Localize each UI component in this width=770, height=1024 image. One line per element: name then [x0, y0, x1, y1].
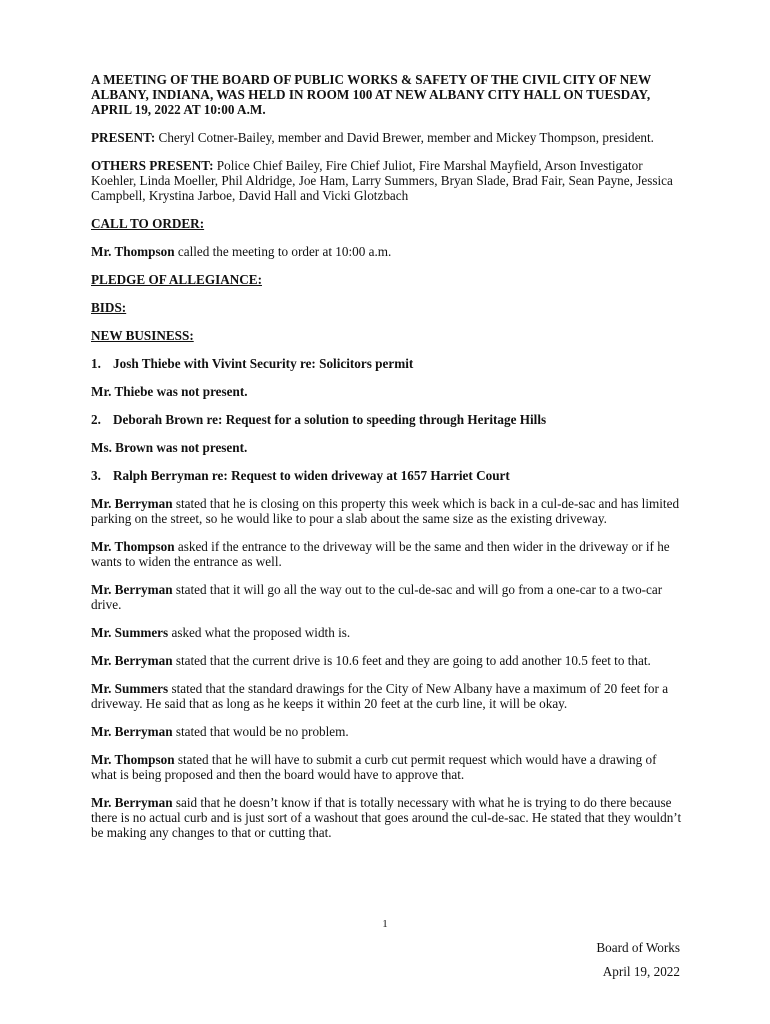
footer-board-name: Board of Works	[596, 940, 680, 955]
speaker-name: Mr. Berryman	[91, 795, 173, 810]
statement-text: stated that he will have to submit a curb cut permit request which would have a drawing of what is being proposed and then the board would have to approve that.	[91, 752, 657, 782]
present-paragraph	[91, 130, 683, 145]
speaker-name: Mr. Summers	[91, 681, 169, 696]
discussion-paragraph	[91, 582, 683, 612]
speaker-name: Mr. Thompson	[91, 752, 175, 767]
statement-text: stated that the current drive is 10.6 feet and they are going to add another 10.5 feet to that.	[172, 653, 651, 668]
footer-date: April 19, 2022	[602, 964, 680, 979]
agenda-item-text: Ralph Berryman re: Request to widen driveway at 1657 Harriet Court	[113, 468, 510, 483]
speaker-name: Mr. Summers	[91, 625, 169, 640]
statement-text: called the meeting to order at 10:00 a.m.	[174, 244, 392, 259]
discussion-paragraph	[91, 752, 683, 782]
speaker-name: Mr. Thompson	[91, 539, 175, 554]
speaker-name: Mr. Berryman	[91, 582, 173, 597]
discussion-paragraph	[91, 496, 683, 526]
others-present-text: Police Chief Bailey, Fire Chief Juliot, Fire Marshal Mayfield, Arson Investigator Koehler, Linda Moeller, Phil Aldridge, Joe Ham, Larry Summers, Bryan Slade, Brad Fair, Sean Payne, Jessica Campbell, Krystina Jarboe, David Hall and Vicki Glotzbach	[91, 158, 673, 203]
others-present-paragraph	[91, 158, 683, 203]
agenda-item-text: Josh Thiebe with Vivint Security re: Solicitors permit	[113, 356, 414, 371]
speaker-name: Mr. Thompson	[91, 244, 175, 259]
statement-text: asked if the entrance to the driveway will be the same and then wider in the driveway or if he wants to widen the entrance as well.	[91, 539, 670, 569]
agenda-item-number: 2.	[91, 412, 101, 427]
pledge-heading: PLEDGE OF ALLEGIANCE:	[91, 272, 262, 287]
statement-text: stated that would be no problem.	[172, 724, 349, 739]
speaker-name: Mr. Berryman	[91, 724, 173, 739]
agenda-item-note: Mr. Thiebe was not present.	[91, 384, 248, 399]
agenda-item-3	[91, 468, 683, 483]
call-to-order-heading: CALL TO ORDER:	[91, 216, 205, 231]
discussion-paragraph	[91, 539, 683, 569]
meeting-title: A MEETING OF THE BOARD OF PUBLIC WORKS & SAFETY OF THE CIVIL CITY OF NEW ALBANY, INDIANA, WAS HELD IN ROOM 100 AT NEW ALBANY CITY HALL ON TUESDAY, APRIL 19, 2022 AT 10:00 A.M.	[91, 72, 651, 117]
statement-text: stated that he is closing on this property this week which is back in a cul-de-sac and has limited parking on the street, so he would like to pour a slab about the same size as the existing driveway.	[91, 496, 680, 526]
agenda-item-1	[91, 356, 683, 371]
discussion-paragraph	[91, 795, 683, 840]
agenda-item-number: 3.	[91, 468, 101, 483]
bids-heading: BIDS:	[91, 300, 127, 315]
discussion-paragraph	[91, 724, 683, 739]
others-present-label: OTHERS PRESENT:	[91, 158, 214, 173]
statement-text: asked what the proposed width is.	[168, 625, 351, 640]
new-business-heading: NEW BUSINESS:	[91, 328, 194, 343]
statement-text: said that he doesn’t know if that is totally necessary with what he is trying to do there because there is no actual curb and is just sort of a washout that goes around the cul-de-sac. He stated that they wouldn’t be making any changes to that or cutting that.	[91, 795, 682, 840]
agenda-item-note: Ms. Brown was not present.	[91, 440, 248, 455]
call-to-order-paragraph	[91, 244, 683, 259]
speaker-name: Mr. Berryman	[91, 496, 173, 511]
discussion-paragraph	[91, 653, 683, 668]
discussion-paragraph	[91, 625, 683, 640]
agenda-item-number: 1.	[91, 356, 101, 371]
discussion-paragraph	[91, 681, 683, 711]
speaker-name: Mr. Berryman	[91, 653, 173, 668]
agenda-item-2	[91, 412, 683, 427]
present-label: PRESENT:	[91, 130, 156, 145]
document-body	[91, 72, 683, 853]
statement-text: stated that it will go all the way out to the cul-de-sac and will go from a one-car to a two-car drive.	[91, 582, 663, 612]
statement-text: stated that the standard drawings for the City of New Albany have a maximum of 20 feet for a driveway. He said that as long as he keeps it within 20 feet at the curb line, it will be okay.	[91, 681, 669, 711]
page-number: 1	[382, 918, 388, 930]
present-text: Cheryl Cotner-Bailey, member and David Brewer, member and Mickey Thompson, president.	[155, 130, 654, 145]
agenda-item-text: Deborah Brown re: Request for a solution to speeding through Heritage Hills	[113, 412, 547, 427]
